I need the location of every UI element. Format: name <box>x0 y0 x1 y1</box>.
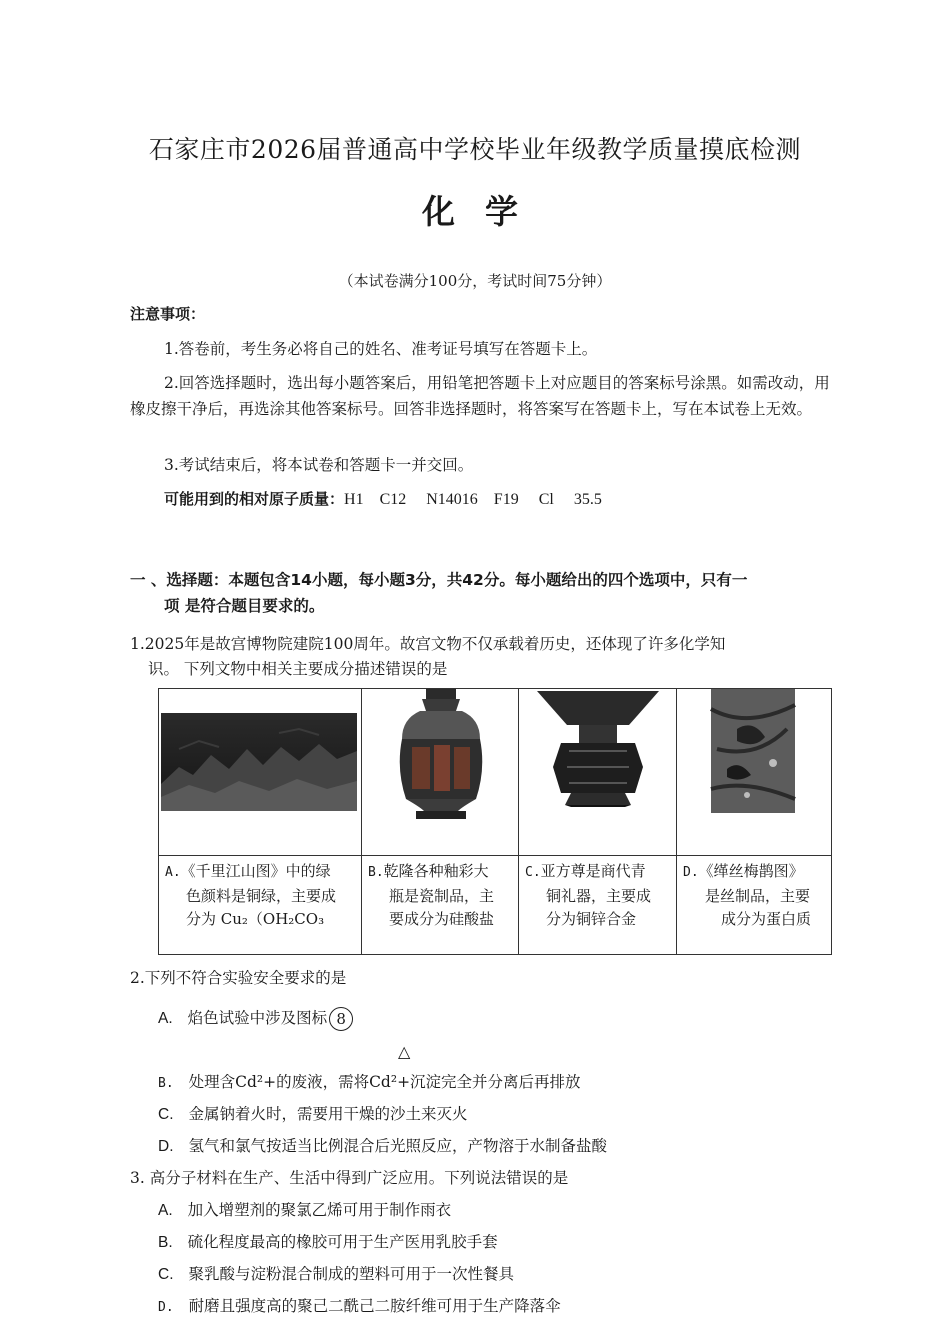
relic-c-label: C. <box>525 865 541 880</box>
relic-b-line-1: 乾隆各种釉彩大 <box>383 862 489 880</box>
notice-item-2: 2.回答选择题时，选出每小题答案后，用铅笔把答题卡上对应题目的答案标号涂黑。如需改动，用橡皮擦干净后，再选涂其他答案标号。回答非选择题时，将答案写在答题卡上，写在本试卷上无效。 <box>130 374 830 418</box>
q3-option-b <box>158 1230 498 1252</box>
q2-d-text: 氢气和氯气按适当比例混合后光照反应，产物溶于水制备盐酸 <box>188 1137 607 1155</box>
relics-table <box>158 688 832 955</box>
q2-d-label: D. <box>158 1138 174 1155</box>
vase-image <box>362 689 519 855</box>
q2-option-d <box>158 1134 607 1156</box>
q3-stem: 3. 高分子材料在生产、生活中得到广泛应用。下列说法错误的是 <box>130 1169 569 1187</box>
relic-c-line-3: 分为铜锌合金 <box>546 910 637 928</box>
atomic-mass-values: H1 C12 N14016 F19 Cl 35.5 <box>344 491 602 508</box>
silk-painting-image <box>677 689 832 855</box>
notice-item-1: 1.答卷前，考生务必将自己的姓名、准考证号填写在答题卡上。 <box>164 340 598 358</box>
relic-image-cell-b <box>362 689 519 856</box>
relic-a-line-1: 《千里江山图》中的绿 <box>180 862 331 880</box>
q3-a-text: 加入增塑剂的聚氯乙烯可用于制作雨衣 <box>187 1201 452 1219</box>
q2-b-text: 处理含Cd²+的废液，需将Cd²+沉淀完全并分离后再排放 <box>188 1073 581 1091</box>
relic-b-label: B. <box>368 865 384 880</box>
q2-c-text: 金属钠着火时，需要用干燥的沙土来灭火 <box>188 1105 468 1123</box>
relic-d-line-1: 《缂丝梅鹊图》 <box>698 862 804 880</box>
q3-c-text: 聚乳酸与淀粉混合制成的塑料可用于一次性餐具 <box>188 1265 514 1283</box>
q2-stem: 2.下列不符合实验安全要求的是 <box>130 969 347 987</box>
relic-a-line-3: 分为 Cu₂（OH₂CO₃ <box>186 910 325 928</box>
q2-a-label: A. <box>158 1010 173 1027</box>
q2-c-label: C. <box>158 1106 174 1123</box>
q3-option-d <box>158 1294 561 1316</box>
relic-caption-a <box>159 856 362 955</box>
bronze-zun-image <box>519 689 677 855</box>
relic-d-line-2: 是丝制品，主要 <box>705 886 811 905</box>
q3-b-label: B. <box>158 1234 173 1251</box>
q3-option-c <box>158 1262 514 1284</box>
q2-option-b <box>158 1070 581 1092</box>
q2-a-text: 焰色试验中涉及图标 <box>187 1009 328 1027</box>
section-1-line-1: 一 、选择题：本题包含14小题，每小题3分，共42分。每小题给出的四个选项中，只有一 <box>130 571 748 589</box>
notice-item-3: 3.考试结束后，将本试卷和答题卡一并交回。 <box>164 456 474 474</box>
relic-d-label: D. <box>683 865 699 880</box>
q2-option-c <box>158 1102 467 1124</box>
q3-d-text: 耐磨且强度高的聚己二酰己二胺纤维可用于生产降落伞 <box>188 1297 561 1315</box>
q3-d-label: D. <box>158 1300 174 1315</box>
q2-option-a <box>158 1006 353 1031</box>
q3-b-text: 硫化程度最高的橡胶可用于生产医用乳胶手套 <box>187 1233 498 1251</box>
q2-b-label: B. <box>158 1076 174 1091</box>
atomic-mass-line <box>164 486 602 513</box>
section-1-line-2: 项 是符合题目要求的。 <box>164 597 325 615</box>
q1-stem-line-1: 1.2025年是故宫博物院建院100周年。故宫文物不仅承载着历史，还体现了许多化学知 <box>130 635 726 653</box>
relic-caption-d <box>677 856 832 955</box>
notice-heading: 注意事项： <box>130 305 206 323</box>
relic-image-cell-d <box>677 689 832 856</box>
relic-b-line-2: 瓶是瓷制品，主 <box>389 886 495 905</box>
q1-stem-line-2: 识。 下列文物中相关主要成分描述错误的是 <box>148 660 448 678</box>
subject-title: 化学 <box>422 192 548 231</box>
relic-c-line-2: 铜礼器，主要成 <box>546 886 652 905</box>
relic-d-line-3: 成分为蛋白质 <box>721 910 812 928</box>
landscape-painting-image <box>159 689 362 855</box>
relic-caption-c <box>519 856 677 955</box>
exam-info: （本试卷满分100分，考试时间75分钟） <box>338 272 612 290</box>
atomic-mass-label: 可能用到的相对原子质量： <box>164 490 345 508</box>
relic-image-cell-a <box>159 689 362 856</box>
triangle-symbol: △ <box>398 1042 411 1061</box>
q3-c-label: C. <box>158 1266 174 1283</box>
circled-eight-icon: 8 <box>329 1007 353 1031</box>
exam-title: 石家庄市2026届普通高中学校毕业年级教学质量摸底检测 <box>148 135 802 164</box>
relic-b-line-3: 要成分为硅酸盐 <box>389 910 495 928</box>
relic-a-label: A. <box>165 865 181 880</box>
relic-caption-b <box>362 856 519 955</box>
q3-option-a <box>158 1198 451 1220</box>
relic-c-line-1: 亚方尊是商代青 <box>540 862 646 880</box>
q3-a-label: A. <box>158 1202 173 1219</box>
relic-a-line-2: 色颜料是铜绿，主要成 <box>186 886 337 905</box>
relic-image-cell-c <box>519 689 677 856</box>
